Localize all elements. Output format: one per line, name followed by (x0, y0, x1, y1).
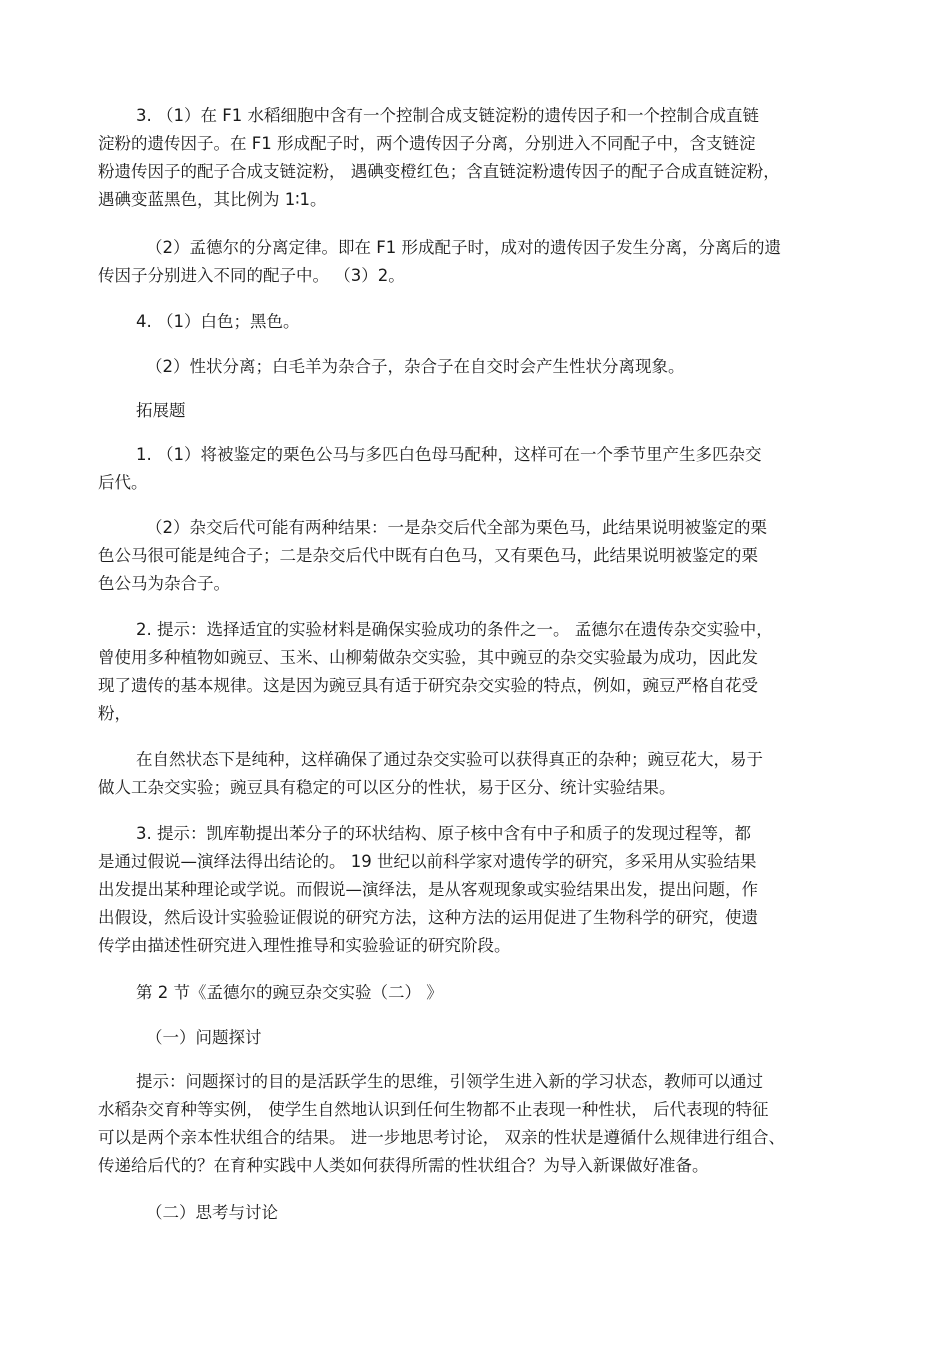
text-line: 3. 提示：凯库勒提出苯分子的环状结构、原子核中含有中子和质子的发现过程等，都 (136, 824, 751, 843)
text-line: 出假设，然后设计实验验证假说的研究方法，这种方法的运用促进了生物科学的研究，使遗 (98, 908, 758, 927)
answer-4-part-2-paragraph (98, 353, 858, 381)
answer-3-part-2-paragraph (98, 234, 858, 290)
extension-2-paragraph (98, 616, 858, 728)
extension-1-part-2-paragraph (98, 514, 858, 598)
text-line: 粉， (98, 704, 131, 723)
text-line: 是通过假说—演绎法得出结论的。 19 世纪以前科学家对遗传学的研究，多采用从实验结果 (98, 852, 757, 871)
text-line: 提示：问题探讨的目的是活跃学生的思维，引领学生进入新的学习状态，教师可以通过 (136, 1072, 763, 1091)
text-line: （二）思考与讨论 (146, 1203, 278, 1222)
text-line: 拓展题 (136, 401, 186, 420)
text-line: 2. 提示：选择适宜的实验材料是确保实验成功的条件之一。 孟德尔在遗传杂交实验中， (136, 620, 773, 639)
text-line: 色公马为杂合子。 (98, 574, 230, 593)
answer-3-paragraph (98, 102, 858, 214)
text-line: 在自然状态下是纯种，这样确保了通过杂交实验可以获得真正的杂种；豌豆花大，易于 (136, 750, 763, 769)
text-line: 传因子分别进入不同的配子中。 （3）2。 (98, 266, 405, 285)
text-line: 3. （1）在 F1 水稻细胞中含有一个控制合成支链淀粉的遗传因子和一个控制合成直链 (136, 106, 759, 125)
text-line: 4. （1）白色；黑色。 (136, 312, 300, 331)
text-line: 做人工杂交实验；豌豆具有稳定的可以区分的性状，易于区分、统计实验结果。 (98, 778, 676, 797)
text-line: 淀粉的遗传因子。在 F1 形成配子时，两个遗传因子分离，分别进入不同配子中，含支链淀 (98, 134, 756, 153)
text-line: （2）性状分离；白毛羊为杂合子，杂合子在自交时会产生性状分离现象。 (146, 357, 685, 376)
text-line: （2）孟德尔的分离定律。即在 F1 形成配子时，成对的遗传因子发生分离，分离后的遗 (146, 238, 781, 257)
text-line: 可以是两个亲本性状组合的结果。 进一步地思考讨论， 双亲的性状是遵循什么规律进行组合、 (98, 1128, 785, 1147)
extension-2-continued-paragraph (98, 746, 858, 802)
text-line: 1. （1）将被鉴定的栗色公马与多匹白色母马配种，这样可在一个季节里产生多匹杂交 (136, 445, 762, 464)
answer-4-paragraph (98, 308, 858, 336)
extension-3-paragraph (98, 820, 858, 960)
section-heading-extension (98, 397, 858, 425)
text-line: 色公马很可能是纯合子；二是杂交后代中既有白色马，又有栗色马，此结果说明被鉴定的栗 (98, 546, 758, 565)
subsection-problem-discussion (98, 1024, 858, 1052)
section-2-title (98, 979, 858, 1007)
text-line: 水稻杂交育种等实例， 使学生自然地认识到任何生物都不止表现一种性状， 后代表现的特征 (98, 1100, 769, 1119)
text-line: 传递给后代的？在育种实践中人类如何获得所需的性状组合？为导入新课做好准备。 (98, 1156, 709, 1175)
text-line: 传学由描述性研究进入理性推导和实验验证的研究阶段。 (98, 936, 511, 955)
text-line: 曾使用多种植物如豌豆、玉米、山柳菊做杂交实验，其中豌豆的杂交实验最为成功，因此发 (98, 648, 758, 667)
problem-discussion-paragraph (98, 1068, 858, 1180)
text-line: 现了遗传的基本规律。这是因为豌豆具有适于研究杂交实验的特点，例如，豌豆严格自花受 (98, 676, 758, 695)
text-line: （一）问题探讨 (146, 1028, 262, 1047)
text-line: 出发提出某种理论或学说。而假说—演绎法，是从客观现象或实验结果出发，提出问题，作 (98, 880, 758, 899)
text-line: 粉遗传因子的配子合成支链淀粉， 遇碘变橙红色；含直链淀粉遗传因子的配子合成直链淀粉， (98, 162, 780, 181)
text-line: 遇碘变蓝黑色，其比例为 1∶1。 (98, 190, 327, 209)
text-line: 第 2 节《孟德尔的豌豆杂交实验（二） 》 (136, 983, 443, 1002)
subsection-thinking-discussion (98, 1199, 858, 1227)
extension-1-paragraph (98, 441, 858, 497)
text-line: （2）杂交后代可能有两种结果：一是杂交后代全部为栗色马，此结果说明被鉴定的栗 (146, 518, 767, 537)
text-line: 后代。 (98, 473, 148, 492)
